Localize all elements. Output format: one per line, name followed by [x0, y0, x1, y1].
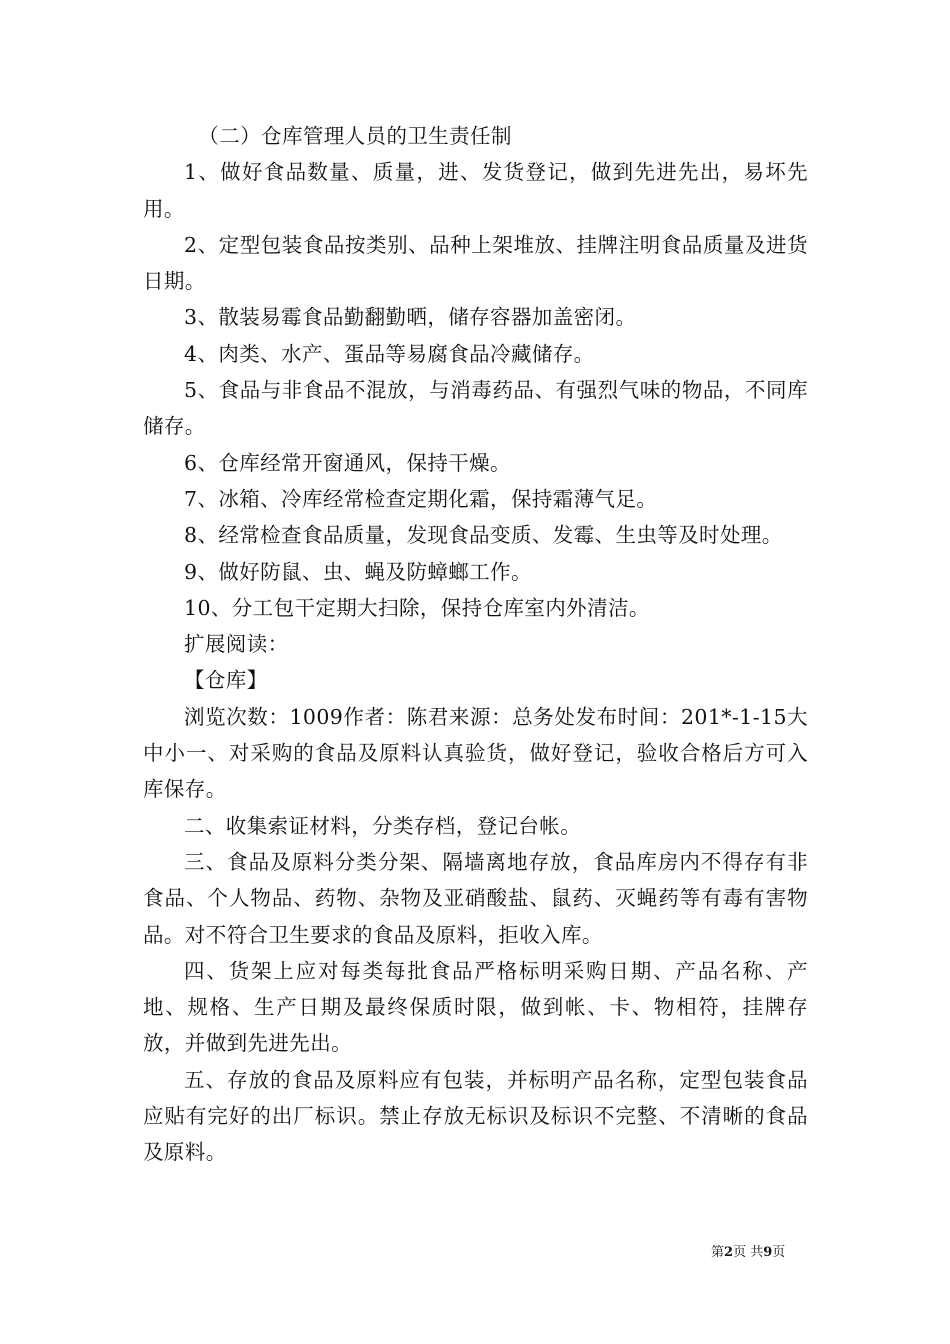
page-footer	[711, 1245, 785, 1261]
paragraph: 4、肉类、水产、蛋品等易腐食品冷藏储存。	[184, 341, 595, 366]
paragraph: 8、经常检查食品质量，发现食品变质、发霉、生虫等及时处理。	[184, 523, 783, 548]
paragraph: 6、仓库经常开窗通风，保持干燥。	[184, 450, 511, 475]
paragraph: 四、货架上应对每类每批食品严格标明采购日期、产品名称、产地、规格、生产日期及最终保质时限，做到帐、卡、物相符，挂牌存放，并做到先进先出。	[143, 958, 808, 1056]
paragraph: 7、冰箱、冷库经常检查定期化霜，保持霜薄气足。	[184, 486, 658, 511]
paragraph: 1、做好食品数量、质量，进、发货登记，做到先进先出，易坏先用。	[143, 160, 808, 221]
paragraph: 五、存放的食品及原料应有包装，并标明产品名称，定型包装食品应贴有完好的出厂标识。禁止存放无标识及标识不完整、不清晰的食品及原料。	[143, 1067, 808, 1165]
paragraph: 10、分工包干定期大扫除，保持仓库室内外清洁。	[184, 595, 650, 620]
article-meta-paragraph: 浏览次数：1009作者：陈君来源：总务处发布时间：201*-1-15大中小一、对采购的食品及原料认真验货，做好登记，验收合格后方可入库保存。	[143, 704, 808, 802]
footer-prefix: 第	[711, 1245, 725, 1260]
paragraph: 二、收集索证材料，分类存档，登记台帐。	[184, 813, 582, 838]
warehouse-heading: 【仓库】	[184, 668, 268, 693]
paragraph: 三、食品及原料分类分架、隔墙离地存放，食品库房内不得存有非食品、个人物品、药物、杂物及亚硝酸盐、鼠药、灭蝇药等有毒有害物品。对不符合卫生要求的食品及原料，拒收入库。	[143, 849, 808, 947]
paragraph: 3、散装易霉食品勤翻勤晒，储存容器加盖密闭。	[184, 305, 637, 330]
section-heading: （二）仓库管理人员的卫生责任制	[198, 124, 512, 148]
total-pages-number: 9	[763, 1245, 773, 1260]
document-body	[143, 118, 808, 1171]
current-page-number: 2	[724, 1245, 734, 1260]
paragraph: 5、食品与非食品不混放，与消毒药品、有强烈气味的物品，不同库储存。	[143, 378, 808, 439]
paragraph: 2、定型包装食品按类别、品种上架堆放、挂牌注明食品质量及进货日期。	[143, 232, 808, 294]
paragraph: 9、做好防鼠、虫、蝇及防蟑螂工作。	[184, 559, 532, 584]
extended-reading-label: 扩展阅读：	[184, 632, 289, 657]
footer-suffix: 页	[772, 1245, 786, 1260]
footer-middle: 页 共	[733, 1245, 764, 1260]
